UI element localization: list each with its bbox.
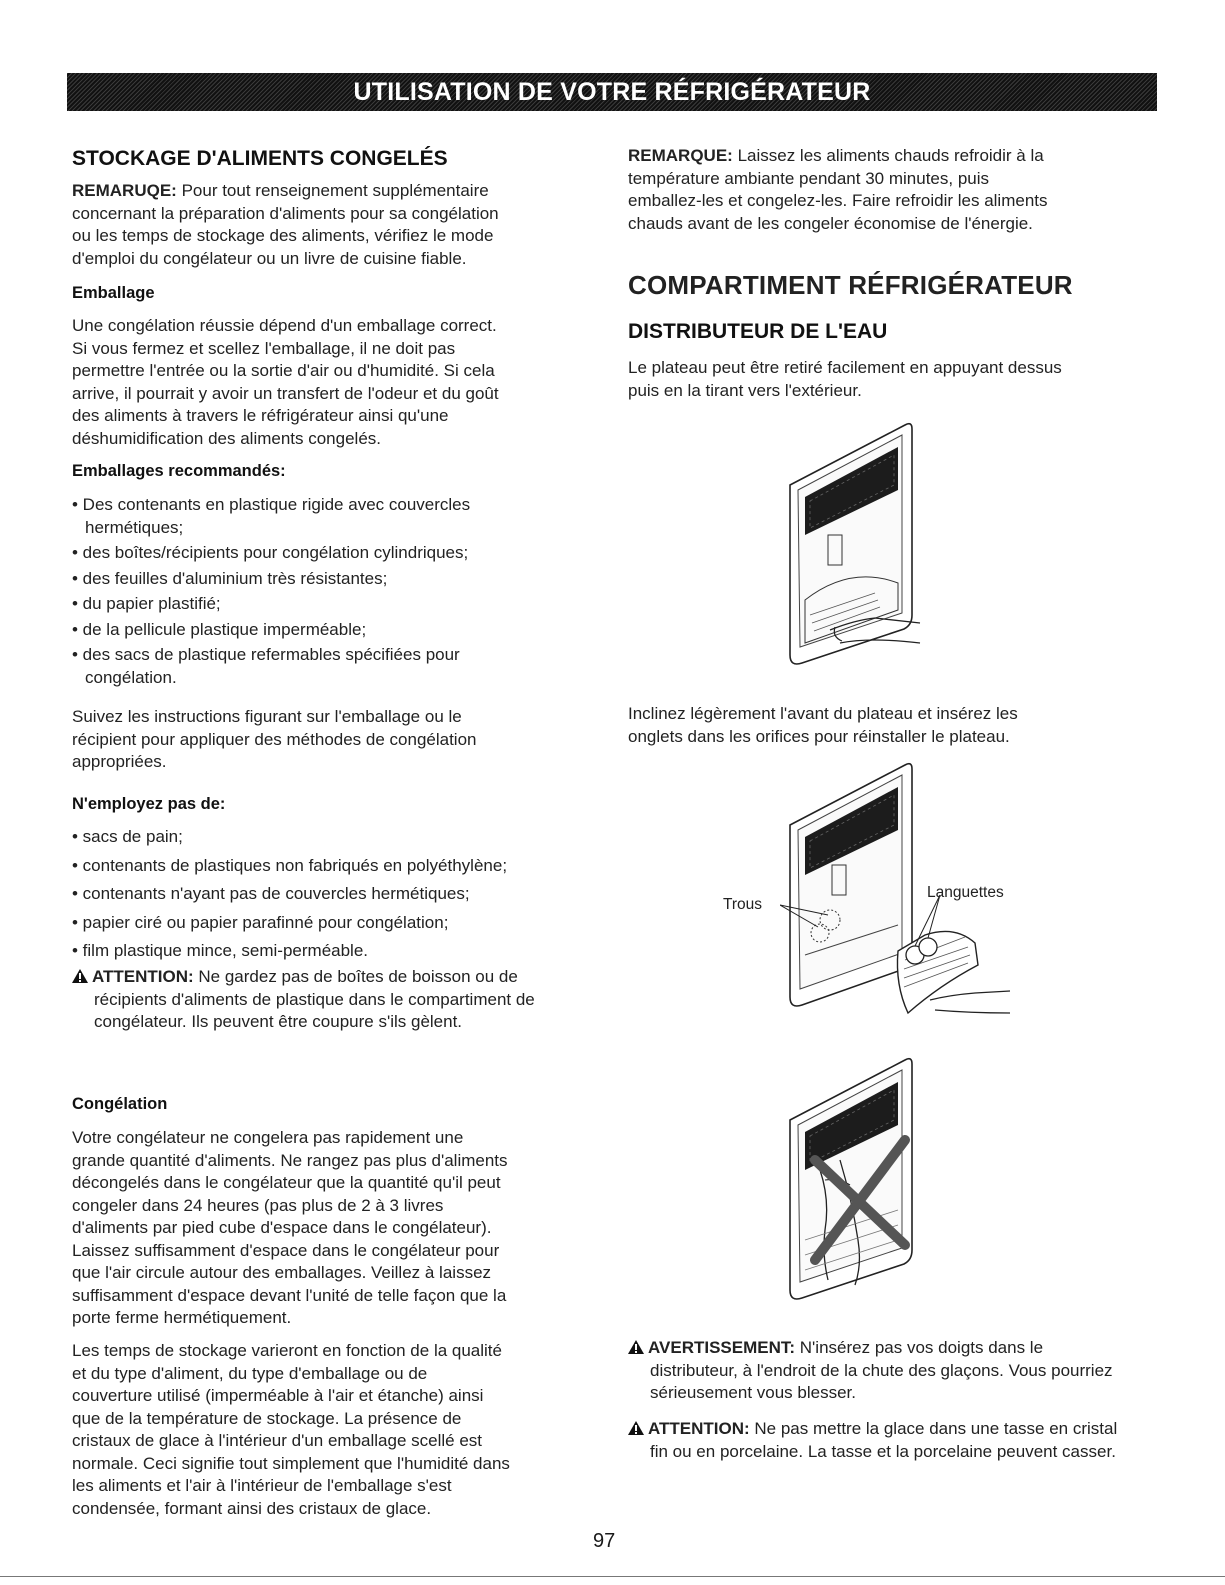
text-line: grande quantité d'aliments. Ne rangez pas plus d'aliments xyxy=(72,1150,508,1170)
dont-use-list xyxy=(72,826,612,963)
text-line: Une congélation réussie dépend d'un emballage correct. xyxy=(72,316,497,335)
note-paragraph xyxy=(72,180,612,270)
text-line: et du type d'aliment, du type d'emballage ou de xyxy=(72,1363,428,1383)
emballage-paragraph xyxy=(72,315,612,450)
attention-text: Ne gardez pas de boîtes de boisson ou de récipients d'aliments de plastique dans le compartiment de congélateur. Ils peuvent être coupure s'ils gèlent. xyxy=(94,967,535,1031)
note-text: Laissez les aliments chauds refroidir à la xyxy=(732,146,1044,165)
warning-triangle-icon xyxy=(72,969,88,983)
list-item: • des sacs de plastique refermables spécifiées pour congélation. xyxy=(72,645,460,687)
text-line: Laissez suffisamment d'espace dans le congélateur pour xyxy=(72,1240,500,1260)
label-tabs: Languettes xyxy=(927,884,1004,901)
dispenser-paragraph xyxy=(628,357,1168,402)
text-line: puis en la tirant vers l'extérieur. xyxy=(628,380,862,400)
page-header-banner: UTILISATION DE VOTRE RÉFRIGÉRATEUR xyxy=(67,73,1157,111)
text-line: Suivez les instructions figurant sur l'emballage ou le xyxy=(72,707,462,726)
text-line: Inclinez légèrement l'avant du plateau et insérez les xyxy=(628,704,1018,723)
subheading-congelation: Congélation xyxy=(72,1095,168,1113)
text-line: les aliments et l'air à l'intérieur de l'emballage s'est xyxy=(72,1476,452,1495)
follow-paragraph xyxy=(72,706,612,774)
subheading-dont-use: N'employez pas de: xyxy=(72,795,226,813)
list-item: • papier ciré ou papier parafinné pour congélation; xyxy=(72,912,449,932)
congelation-paragraph xyxy=(72,1127,612,1330)
recommended-list xyxy=(72,494,542,689)
list-item: • des boîtes/récipients pour congélation cylindriques; xyxy=(72,543,469,562)
text-line: Si vous fermez et scellez l'emballage, il ne doit pas xyxy=(72,338,456,358)
list-item: • des feuilles d'aluminium très résistantes; xyxy=(72,568,388,588)
note-line: ou les temps de stockage des aliments, vérifiez le mode xyxy=(72,226,494,245)
note-line: concernant la préparation d'aliments pour sa congélation xyxy=(72,203,499,223)
list-item: • contenants de plastiques non fabriqués en polyéthylène; xyxy=(72,855,508,875)
text-line: permettre l'entrée ou la sortie d'air ou d'humidité. Si cela xyxy=(72,361,495,380)
warning-triangle-icon xyxy=(628,1421,644,1435)
list-item: • sacs de pain; xyxy=(72,827,183,846)
section-title-refrigerator-compartment: COMPARTIMENT RÉFRIGÉRATEUR xyxy=(628,270,1073,300)
note-label: REMARUQE: xyxy=(72,181,177,200)
note-line: d'emploi du congélateur ou un livre de cuisine fiable. xyxy=(72,248,467,268)
text-line: Les temps de stockage varieront en fonction de la qualité xyxy=(72,1341,502,1360)
do-not-insert-hand-illustration xyxy=(780,1050,940,1305)
subheading-emballage: Emballage xyxy=(72,284,155,302)
subheading-recommended: Emballages recommandés: xyxy=(72,462,286,480)
warning-notice xyxy=(628,1337,1128,1405)
text-line: cristaux de glace à l'intérieur d'un emballage scellé est xyxy=(72,1431,482,1450)
note-line: emballez-les et congelez-les. Faire refroidir les aliments xyxy=(628,191,1048,210)
caution-label: ATTENTION: xyxy=(648,1419,750,1438)
note-line: chauds avant de les congeler économise de l'énergie. xyxy=(628,213,1033,233)
list-item: • contenants n'ayant pas de couvercles hermétiques; xyxy=(72,884,470,903)
note-text: Pour tout renseignement supplémentaire xyxy=(176,181,489,200)
text-line: normale. Ceci signifie tout simplement que l'humidité dans xyxy=(72,1453,510,1473)
tilt-paragraph xyxy=(628,703,1168,748)
text-line: récipient pour appliquer des méthodes de congélation xyxy=(72,729,477,749)
text-line: déshumidification des aliments congelés. xyxy=(72,428,382,448)
attention-label: ATTENTION: xyxy=(92,967,194,986)
attention-notice xyxy=(72,966,582,1034)
note-line: température ambiante pendant 30 minutes, puis xyxy=(628,168,990,188)
list-item: • Des contenants en plastique rigide avec couvercles hermétiques; xyxy=(72,495,471,537)
text-line: condensée, formant ainsi des cristaux de glace. xyxy=(72,1498,432,1518)
right-note-paragraph xyxy=(628,145,1168,235)
text-line: arrive, il pourrait y avoir un transfert de l'odeur et du goût xyxy=(72,383,499,403)
text-line: congeler dans 24 heures (pas plus de 2 à 3 livres xyxy=(72,1195,444,1215)
section-title-frozen-storage: STOCKAGE D'ALIMENTS CONGELÉS xyxy=(72,147,448,170)
label-holes: Trous xyxy=(723,896,763,913)
text-line: couverture utilisé (imperméable à l'air et étanche) ainsi xyxy=(72,1386,484,1405)
list-item: • de la pellicule plastique imperméable; xyxy=(72,619,367,639)
text-line: des aliments à travers le réfrigérateur ainsi qu'une xyxy=(72,406,449,425)
text-line: décongelés dans le congélateur que la quantité qu'il peut xyxy=(72,1173,501,1192)
caution-text: Ne pas mettre la glace dans une tasse en cristal fin ou en porcelaine. La tasse et la porcelaine peuvent casser. xyxy=(650,1419,1118,1461)
text-line: suffisamment d'espace devant l'unité de telle façon que la xyxy=(72,1285,507,1305)
section-title-water-dispenser: DISTRIBUTEUR DE L'EAU xyxy=(628,320,888,343)
text-line: que l'air circule autour des emballages. Veillez à laissez xyxy=(72,1263,492,1282)
text-line: que de la température de stockage. La présence de xyxy=(72,1408,462,1428)
text-line: appropriées. xyxy=(72,752,167,771)
storage-paragraph xyxy=(72,1340,612,1520)
text-line: porte ferme hermétiquement. xyxy=(72,1308,292,1327)
text-line: d'aliments par pied cube d'espace dans le congélateur). xyxy=(72,1218,492,1237)
caution-notice xyxy=(628,1418,1138,1463)
list-item: • film plastique mince, semi-perméable. xyxy=(72,941,369,960)
note-label: REMARQUE: xyxy=(628,146,733,165)
list-item: • du papier plastifié; xyxy=(72,594,221,613)
warning-label: AVERTISSEMENT: xyxy=(648,1338,796,1357)
text-line: onglets dans les orifices pour réinstaller le plateau. xyxy=(628,726,1010,746)
page-number: 97 xyxy=(593,1530,616,1552)
dispenser-tray-removal-illustration xyxy=(780,415,940,670)
warning-triangle-icon xyxy=(628,1340,644,1354)
text-line: Votre congélateur ne congelera pas rapidement une xyxy=(72,1128,464,1147)
warning-text: N'insérez pas vos doigts dans le distributeur, à l'endroit de la chute des glaçons. Vous pourriez sérieusement vous blesser. xyxy=(650,1338,1113,1402)
text-line: Le plateau peut être retiré facilement en appuyant dessus xyxy=(628,358,1062,377)
bottom-rule xyxy=(0,1576,1225,1577)
